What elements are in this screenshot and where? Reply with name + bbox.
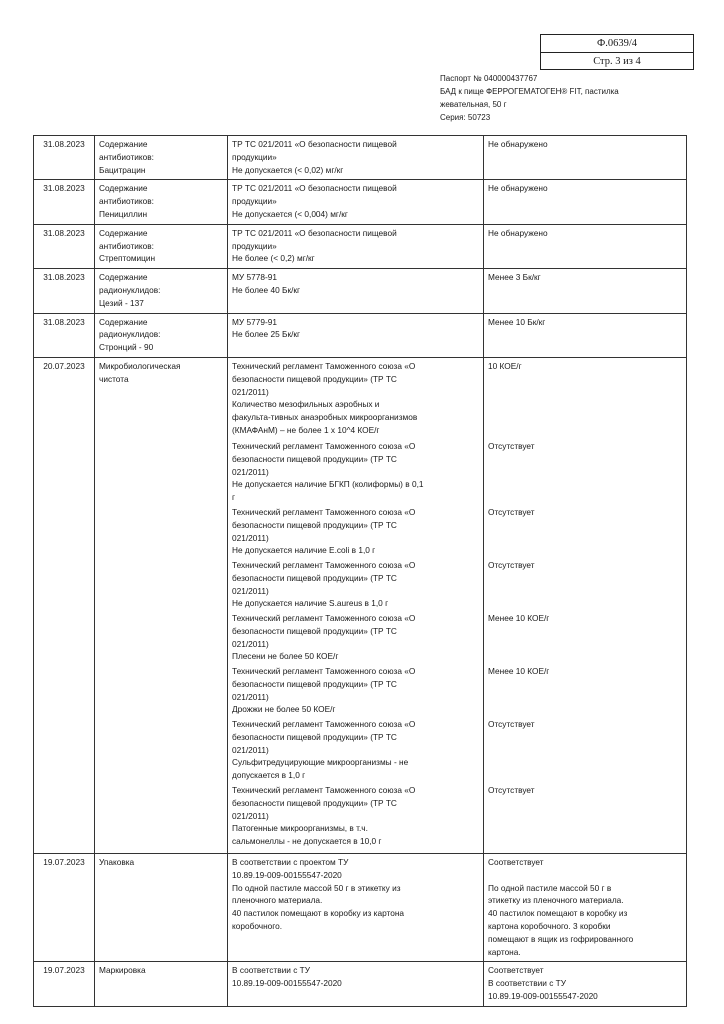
- test-date: 19.07.2023: [34, 853, 95, 961]
- test-date: 31.08.2023: [34, 136, 95, 180]
- indicator-name: Содержание радионуклидов: Цезий - 137: [95, 269, 228, 313]
- results-table: [33, 135, 687, 1007]
- micro-result: Отсутствует: [488, 506, 535, 517]
- micro-result: Отсутствует: [488, 718, 535, 729]
- table-row: [34, 313, 687, 357]
- micro-result: Отсутствует: [488, 559, 535, 570]
- micro-result: Менее 10 КОЕ/г: [488, 665, 550, 676]
- indicator-name: Микробиологическая чистота: [95, 357, 228, 853]
- result-value: Соответствует В соответствии с ТУ 10.89.19-009-00155547-2020: [484, 962, 687, 1006]
- test-date: 31.08.2023: [34, 180, 95, 224]
- indicator-name: Содержание антибиотиков: Бацитрацин: [95, 136, 228, 180]
- table-row: [34, 224, 687, 268]
- test-date: 31.08.2023: [34, 224, 95, 268]
- test-date: 20.07.2023: [34, 357, 95, 853]
- norm-text: В соответствии с проектом ТУ 10.89.19-009-00155547-2020 По одной пастиле массой 50 г в этикетку из пленочного материала. 40 пастилок помещают в коробку из картона коробочного.: [228, 853, 484, 961]
- norm-text: В соответствии с ТУ 10.89.19-009-00155547-2020: [228, 962, 484, 1006]
- micro-result: Отсутствует: [488, 440, 535, 451]
- micro-norm: Технический регламент Таможенного союза «О безопасности пищевой продукции» (ТР ТС 021/2011) Плесени не более 50 КОЕ/г: [232, 612, 416, 662]
- indicator-name: Содержание радионуклидов: Стронций - 90: [95, 313, 228, 357]
- micro-result: Менее 10 КОЕ/г: [488, 612, 550, 623]
- micro-result: Отсутствует: [488, 784, 535, 795]
- norm-text: ТР ТС 021/2011 «О безопасности пищевой продукции» Не более (< 0,2) мг/кг: [228, 224, 484, 268]
- table-row-packaging: [34, 853, 687, 961]
- micro-norm: Технический регламент Таможенного союза «О безопасности пищевой продукции» (ТР ТС 021/2011) Не допускается наличие E.coli в 1,0 г: [232, 506, 416, 556]
- result-value: Не обнаружено: [484, 136, 687, 180]
- micro-norm: Технический регламент Таможенного союза «О безопасности пищевой продукции» (ТР ТС 021/2011) Не допускается наличие S.aureus в 1,0 г: [232, 559, 416, 609]
- batch-number: Серия: 50723: [440, 113, 491, 122]
- result-value: Менее 10 Бк/кг: [484, 313, 687, 357]
- micro-norm: Технический регламент Таможенного союза «О безопасности пищевой продукции» (ТР ТС 021/2011) Патогенные микроорганизмы, в т.ч. сальмонеллы - не допускается в 10,0 г: [232, 784, 416, 847]
- test-date: 19.07.2023: [34, 962, 95, 1006]
- micro-norm: Технический регламент Таможенного союза «О безопасности пищевой продукции» (ТР ТС 021/2011) Дрожжи не более 50 КОЕ/г: [232, 665, 416, 715]
- form-code-box: [540, 34, 694, 70]
- form-code: Ф.0639/4: [596, 38, 638, 49]
- result-value: Не обнаружено: [484, 224, 687, 268]
- passport-header: [440, 72, 700, 124]
- test-date: 31.08.2023: [34, 269, 95, 313]
- norm-text: МУ 5779-91 Не более 25 Бк/кг: [228, 313, 484, 357]
- result-value: Менее 3 Бк/кг: [484, 269, 687, 313]
- norm-text: МУ 5778-91 Не более 40 Бк/кг: [228, 269, 484, 313]
- result-value: Не обнаружено: [484, 180, 687, 224]
- product-form: жевательная, 50 г: [440, 100, 507, 109]
- table-row: [34, 180, 687, 224]
- micro-result: 10 КОЕ/г: [488, 360, 522, 371]
- indicator-name: Маркировка: [95, 962, 228, 1006]
- norm-text: [228, 357, 484, 853]
- table-row-microbiology: [34, 357, 687, 853]
- table-row: [34, 136, 687, 180]
- result-value: [484, 357, 687, 853]
- norm-text: ТР ТС 021/2011 «О безопасности пищевой продукции» Не допускается (< 0,004) мг/кг: [228, 180, 484, 224]
- result-value: Соответствует По одной пастиле массой 50 г в этикетку из пленочного материала. 40 пастилок помещают в коробку из картона коробочного. 3 коробки помещают в ящик из гофрированного картона.: [484, 853, 687, 961]
- test-date: 31.08.2023: [34, 313, 95, 357]
- indicator-name: Упаковка: [95, 853, 228, 961]
- micro-norm: Технический регламент Таможенного союза «О безопасности пищевой продукции» (ТР ТС 021/2011) Не допускается наличие БГКП (колиформы) в 0,1 г: [232, 440, 424, 503]
- micro-norm: Технический регламент Таможенного союза «О безопасности пищевой продукции» (ТР ТС 021/2011) Сульфитредуцирующие микроорганизмы - не допускается в 1,0 г: [232, 718, 416, 781]
- indicator-name: Содержание антибиотиков: Стрептомицин: [95, 224, 228, 268]
- micro-norm: Технический регламент Таможенного союза «О безопасности пищевой продукции» (ТР ТС 021/2011) Количество мезофильных аэробных и факульта-тивных анаэробных микроорганизмов (КМАФАнМ) – не более 1 х 10^4 КОЕ/г: [232, 360, 418, 435]
- passport-number: Паспорт № 040000437767: [440, 74, 538, 83]
- table-row: [34, 269, 687, 313]
- page-number: Стр. 3 из 4: [541, 52, 693, 70]
- table-row-marking: [34, 962, 687, 1006]
- norm-text: ТР ТС 021/2011 «О безопасности пищевой продукции» Не допускается (< 0,02) мг/кг: [228, 136, 484, 180]
- product-name: БАД к пище ФЕРРОГЕМАТОГЕН® FIT, пастилка: [440, 87, 619, 96]
- indicator-name: Содержание антибиотиков: Пенициллин: [95, 180, 228, 224]
